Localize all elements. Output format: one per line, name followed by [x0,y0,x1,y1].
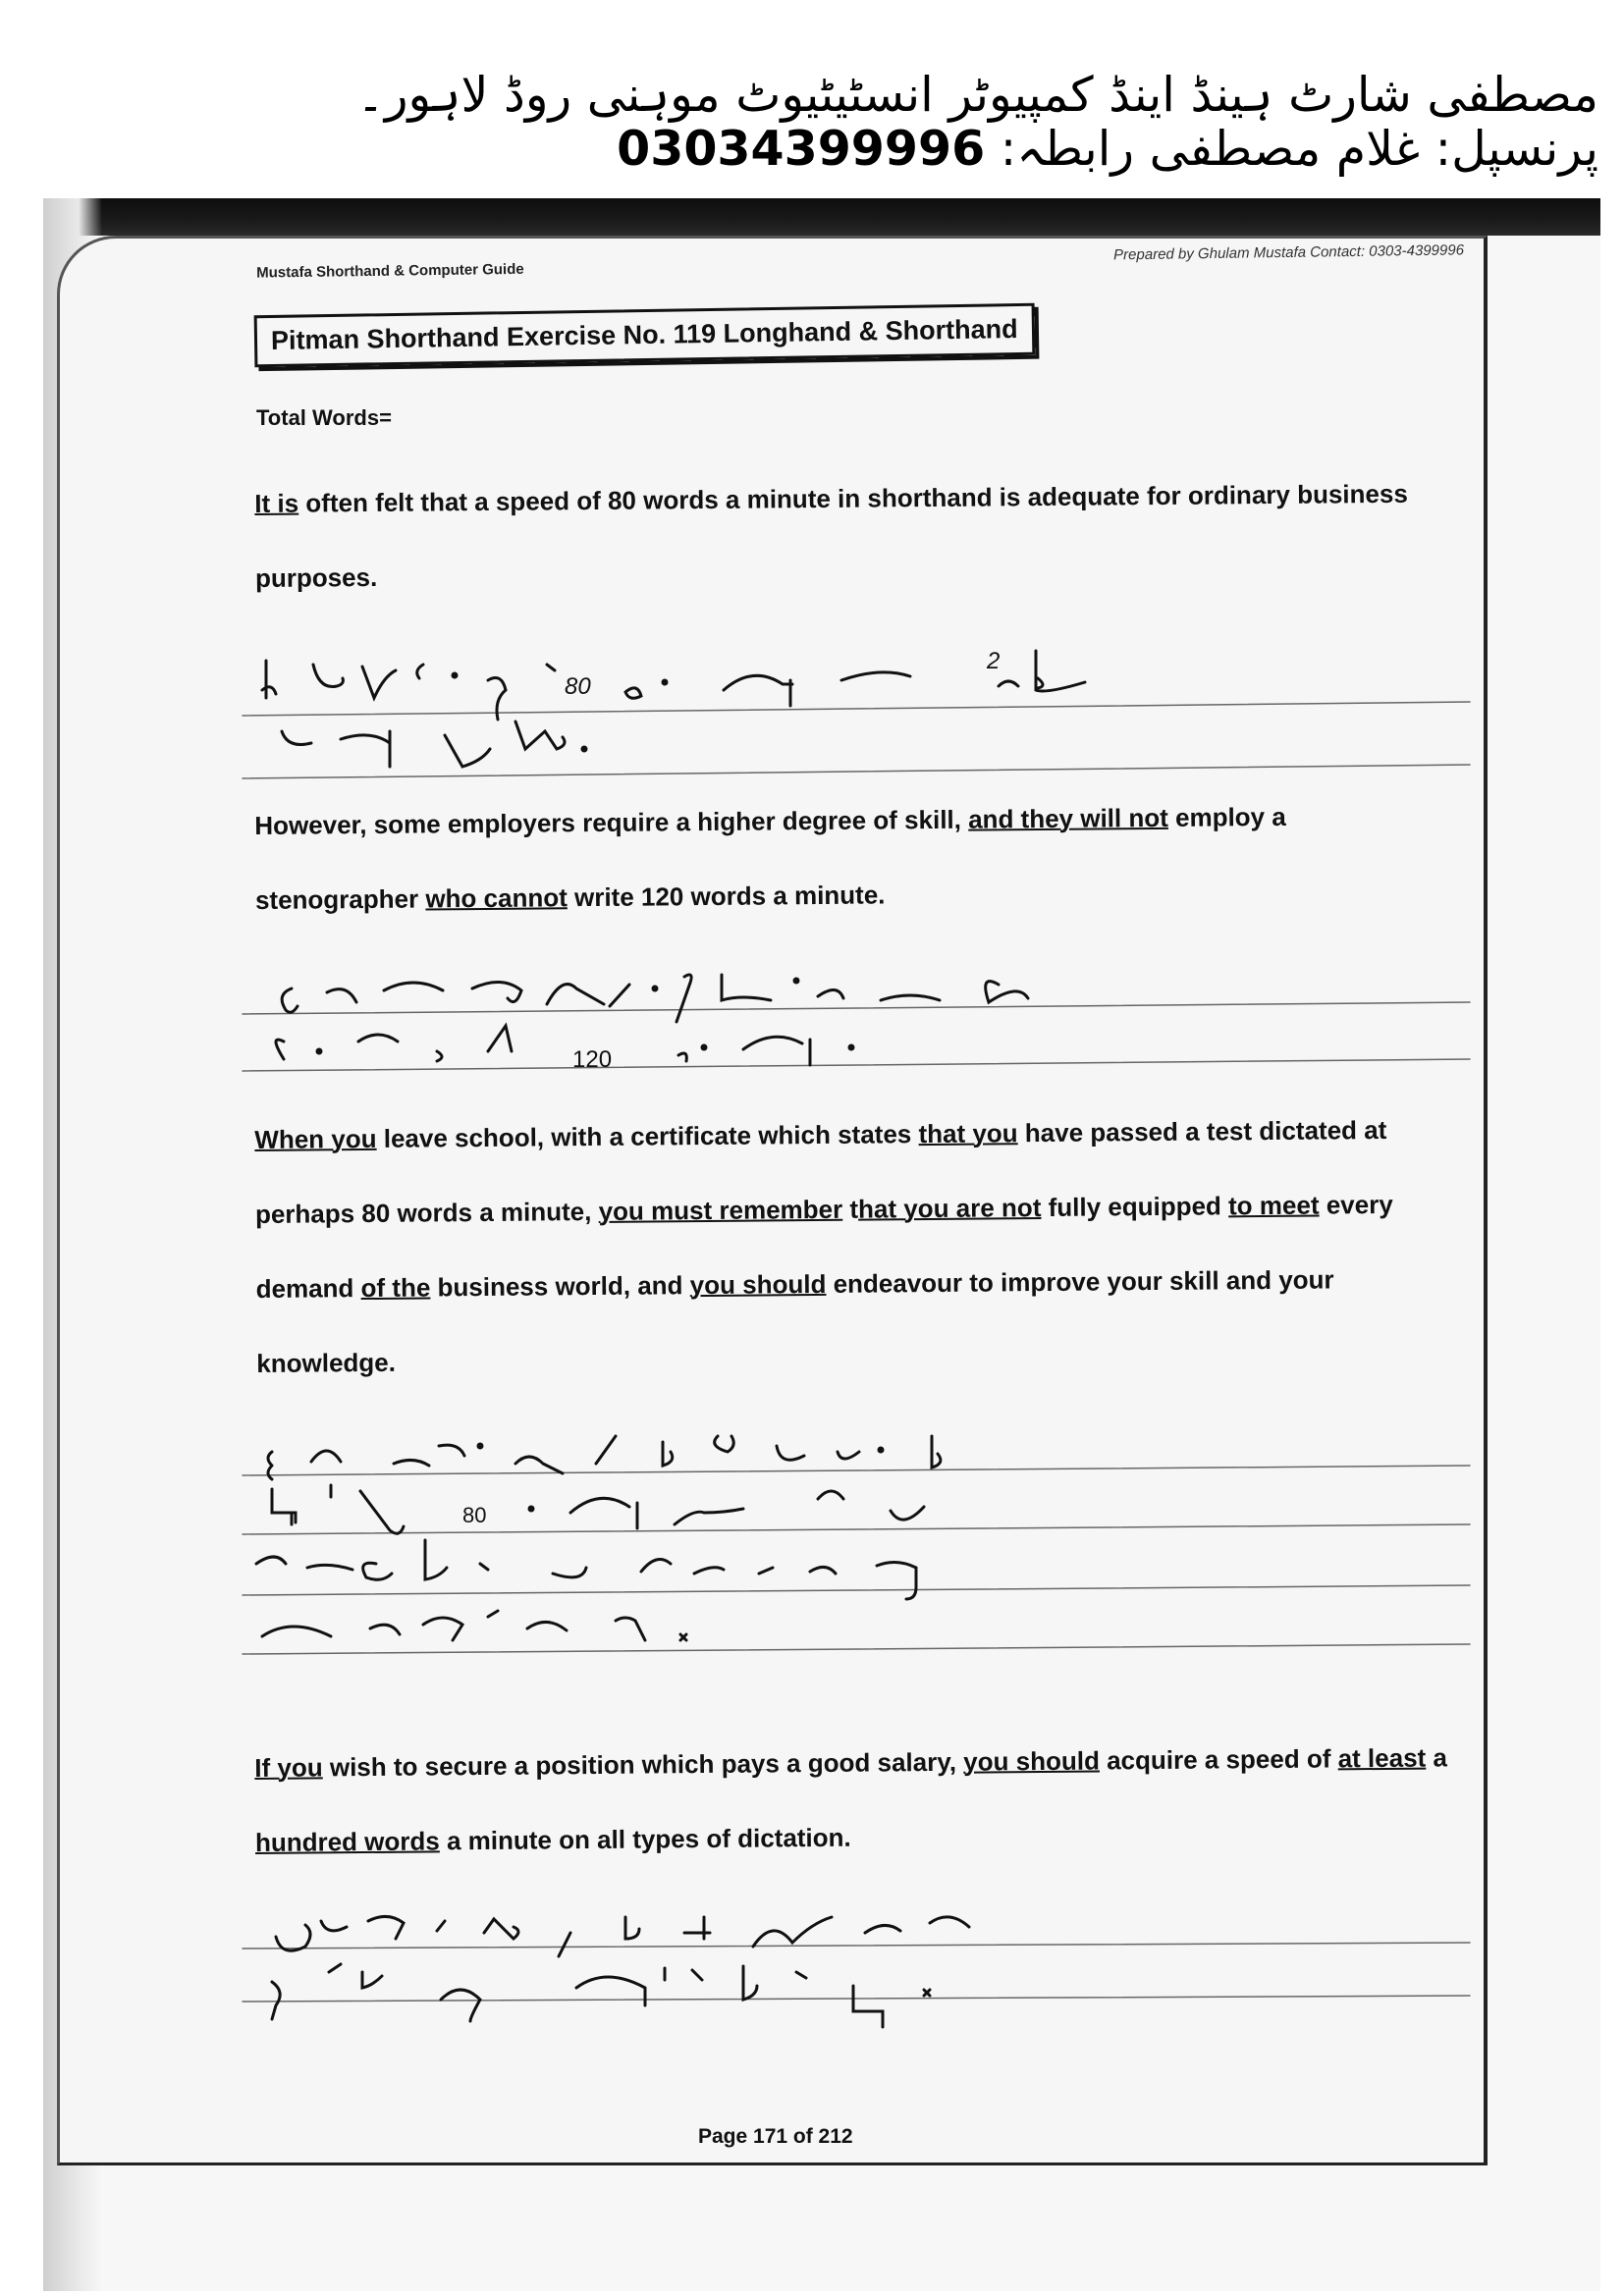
ruled-line [243,1059,1470,1071]
outline [362,1972,382,1988]
text-segment: have passed a test dictated at perhaps 80 words a minute, [254,1114,1387,1229]
outline [665,1968,702,1980]
outline [384,983,443,990]
outline [818,1491,843,1499]
underlined-phrase: and they will not [968,802,1168,834]
outline [675,1509,743,1524]
outline [329,1964,341,1972]
outline [488,1611,498,1617]
outline [924,1990,930,1996]
principal-contact-line [27,120,1598,177]
outline [515,1457,563,1473]
institute-header [27,69,1598,177]
dot [529,1507,533,1511]
underlined-phrase: It is [254,488,299,518]
outline [445,735,490,767]
principal-label: پرنسپل: غلام مصطفی رابطہ: [985,120,1598,177]
outline [480,1564,488,1570]
ruled-line [243,1002,1470,1014]
text-segment: employ a stenographer [254,801,1286,915]
dot [879,1448,883,1452]
outline [841,672,910,680]
outline [527,1622,567,1630]
numeral-80: 80 [462,1503,487,1527]
underlined-phrase: that you [918,1118,1018,1149]
outline [358,1035,398,1041]
text-segment: However, some employers require a higher degree of skill, [254,804,969,840]
underlined-phrase: who cannot [425,882,568,914]
outline [360,1491,404,1533]
outline [932,1436,941,1468]
text-segment: business world, and [430,1270,690,1303]
outline [327,989,356,1002]
outline [576,1977,645,2005]
outline [441,1990,480,2021]
paragraph-1 [254,455,1453,615]
outline [307,1565,352,1570]
outline [515,721,565,749]
dot [478,1444,482,1448]
text-segment: endeavour to improve your skill and your knowledge. [256,1264,1334,1378]
underlined-phrase: to meet [1227,1190,1320,1221]
paragraph-3 [254,1092,1455,1401]
outline [262,661,276,698]
text-segment: acquire a speed of [1099,1743,1338,1776]
page-number: Page 171 of 212 [698,2125,853,2148]
outline [368,1916,404,1939]
outline [484,1919,518,1939]
outline [724,675,792,706]
outline [439,1445,464,1456]
outline [853,1986,883,2027]
underlined-phrase: you must remember [598,1194,843,1226]
outline [838,1452,859,1459]
outline [616,1618,645,1640]
ruled-line [243,765,1470,778]
outline [777,1446,804,1460]
outline [641,1560,671,1573]
dot [849,1045,853,1049]
outline [743,1966,757,2000]
ruled-line [243,702,1470,716]
outline [930,1917,969,1927]
shorthand-block-3 [252,1407,1470,1662]
text-segment: every demand [255,1189,1393,1304]
outline [282,988,298,1012]
outline [547,665,555,670]
scanned-page-image [43,198,1600,2291]
dot [317,1049,321,1053]
underlined-phrase: of the [360,1272,431,1304]
shorthand-block-4 [252,1878,1470,2045]
outline [262,1627,331,1636]
outline [488,1026,512,1051]
total-words-label: Total Words= [256,405,392,430]
outline [559,1933,570,1956]
outline [810,1567,836,1574]
text-segment: leave school, with a certificate which states [376,1119,919,1153]
ruled-line [243,1644,1470,1654]
exercise-page [57,236,1488,2165]
shorthand-block-2 [252,945,1470,1093]
outline [625,688,641,698]
text-segment: write 120 words a minute. [567,880,886,913]
dot [653,987,657,990]
numeral-2: 2 [987,648,1001,674]
outline [596,1436,616,1464]
outline [313,665,343,687]
dot [794,979,798,983]
exercise-title: Pitman Shorthand Exercise No. 119 Longhand & Shorthand [254,303,1035,367]
numeral-120: 120 [572,1046,613,1073]
text-segment: fully equipped [1041,1191,1229,1223]
outline [715,1436,734,1452]
outline [677,975,691,1022]
outline [694,1568,724,1574]
text-segment: t [842,1194,859,1224]
shorthand-strokes-3 [252,1407,1470,1662]
outline [680,1634,686,1640]
outline [417,665,423,678]
outline [394,1460,429,1466]
underlined-phrase: If you [254,1752,323,1783]
outline [881,995,940,1000]
outline [663,1442,673,1466]
institute-name: مصطفی شارٹ ہینڈ اینڈ کمپیوٹر انسٹیٹیوٹ موہنی روڈ لاہور۔ [356,67,1598,123]
text-segment: a minute on all types of dictation. [439,1822,851,1856]
outline [276,1925,310,1950]
outline [256,1557,286,1564]
outline [547,985,604,1004]
paragraph-2 [254,777,1453,937]
phone-number: 03034399996 [617,120,986,177]
outline [796,1972,806,1978]
outline [625,1917,639,1939]
guide-name: Mustafa Shorthand & Computer Guide [256,260,524,282]
shorthand-strokes-4 [252,1878,1470,2045]
underlined-phrase: you should [689,1268,827,1301]
outline [570,1498,637,1528]
ruled-line [243,1996,1470,2002]
outline [437,1921,445,1931]
outline [553,1568,586,1577]
outline [759,1568,773,1574]
outline [425,1540,447,1579]
outline [753,1917,832,1947]
ruled-line [243,1585,1470,1595]
dot [582,747,586,751]
outline [321,1921,347,1931]
outline [891,1507,924,1520]
outline [363,1563,392,1579]
outline [341,735,390,743]
underlined-phrase: hundred words [254,1826,440,1857]
outline [865,1925,900,1933]
outline [272,1489,296,1524]
numeral-80: 80 [565,673,591,700]
text-segment: a [1426,1742,1448,1773]
shorthand-strokes-2 [252,945,1470,1093]
outline [610,985,629,1006]
outline [818,989,843,998]
outline [276,1040,284,1059]
outline [678,1053,686,1061]
underlined-phrase: When you [254,1123,377,1154]
outline [472,982,521,1001]
scan-dark-edge [43,198,1600,236]
outline [282,731,311,745]
shorthand-block-1 [252,621,1470,788]
ruled-line [243,1524,1470,1534]
shorthand-strokes-1 [252,621,1470,788]
paragraph-4 [254,1720,1453,1880]
underlined-phrase: at least [1337,1742,1427,1774]
outline [311,1451,341,1462]
prepared-by: Prepared by Ghulam Mustafa Contact: 0303-4399996 [1113,241,1465,264]
ruled-line [243,1466,1470,1475]
ruled-line [243,1943,1470,1949]
outline [423,1618,462,1640]
outline [370,1625,400,1634]
text-segment: often felt that a speed of 80 words a minute in shorthand is adequate for ordinary business purposes. [254,478,1408,593]
outline [272,1982,280,2019]
underlined-phrase: you should [963,1745,1101,1777]
outline [722,975,771,1000]
outline [362,667,396,698]
dot [453,673,457,677]
outline [743,1037,810,1065]
dot [702,1045,706,1049]
outline [986,982,1028,1002]
dot [663,680,667,684]
outline [437,1051,442,1061]
underlined-phrase: hat you are not [857,1193,1042,1224]
guide-header [256,241,1465,282]
outline [877,1562,916,1599]
outline [684,1917,710,1939]
text-segment: wish to secure a position which pays a good salary, [322,1746,964,1783]
